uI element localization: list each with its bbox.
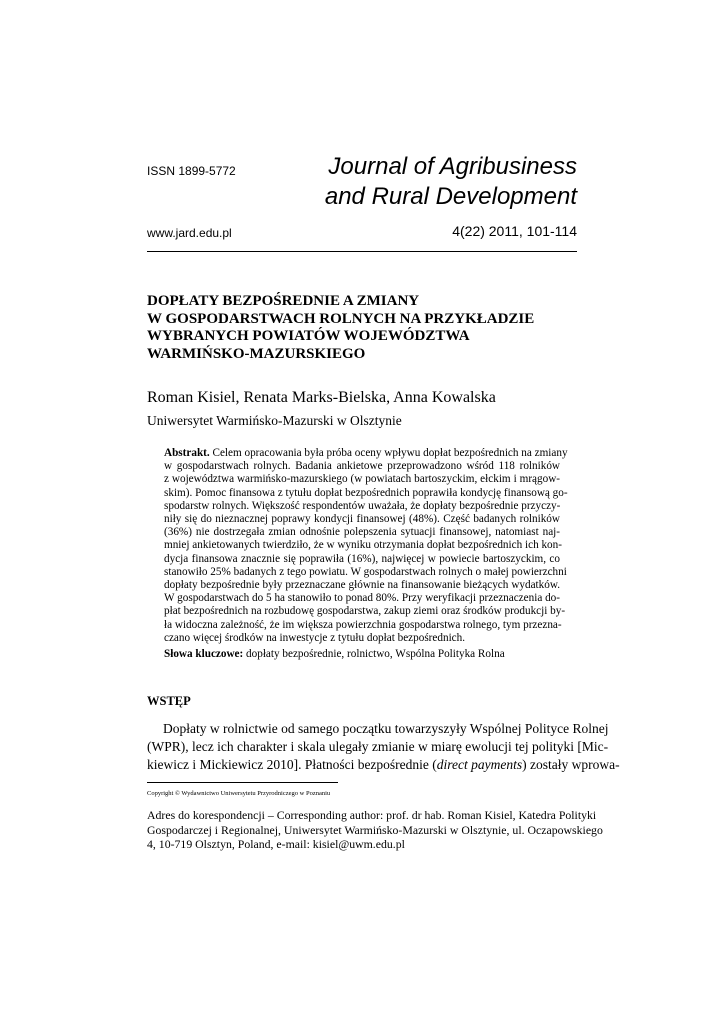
abstract-label: Abstrakt. bbox=[164, 447, 210, 459]
abstract-line: z województwa warmińsko-mazurskiego (w powiatach bartoszyckim, ełckim i mrągow- bbox=[164, 473, 560, 486]
copyright-notice: Copyright © Wydawnictwo Uniwersytetu Przyrodniczego w Poznaniu bbox=[147, 790, 331, 797]
abstract bbox=[164, 447, 568, 645]
abstract-line: w gospodarstwach rolnych. Badania ankietowe przeprowadzono wśród 118 rolników bbox=[164, 460, 560, 473]
abstract-line: dycja finansowa znacznie się poprawiła (16%), najwięcej w powiecie bartoszyckim, co bbox=[164, 552, 560, 565]
abstract-line: skim). Pomoc finansowa z tytułu dopłat bezpośrednich poprawiła kondycję finansową go- bbox=[164, 486, 568, 499]
abstract-line: W gospodarstwach do 5 ha stanowiło to ponad 80%. Przy weryfikacji przeznaczenia do- bbox=[164, 592, 560, 605]
abstract-text: Celem opracowania była próba oceny wpływu dopłat bezpośrednich na zmiany bbox=[209, 447, 568, 459]
title-line: W GOSPODARSTWACH ROLNYCH NA PRZYKŁADZIE bbox=[147, 310, 535, 327]
abstract-line: niły się do nieznacznej poprawy kondycji finansowej (48%). Część badanych rolników bbox=[164, 513, 560, 526]
body-text-span: kiewicz i Mickiewicz 2010]. Płatności bezpośrednie ( bbox=[147, 757, 437, 772]
body-text bbox=[147, 720, 620, 774]
journal-title-line-1: Journal of Agribusiness bbox=[328, 153, 577, 180]
keywords bbox=[164, 648, 505, 660]
journal-title-line-2: and Rural Development bbox=[324, 183, 577, 210]
correspondence-note bbox=[147, 808, 603, 852]
journal-title bbox=[325, 152, 577, 212]
article-title bbox=[147, 293, 587, 363]
title-line: DOPŁATY BEZPOŚREDNIE A ZMIANY bbox=[147, 293, 420, 309]
keywords-text: dopłaty bezpośrednie, rolnictwo, Wspólna Polityka Rolna bbox=[243, 648, 505, 660]
keywords-label: Słowa kluczowe: bbox=[164, 648, 244, 660]
abstract-line: mniej ankietowanych twierdziło, że w wyniku otrzymania dopłat bezpośrednich ich kon- bbox=[164, 539, 562, 552]
section-heading: WSTĘP bbox=[147, 694, 191, 708]
abstract-line: ła widoczna zależność, że im większa powierzchnia gospodarstwa rolnego, tym przezna- bbox=[164, 618, 562, 631]
body-line: (WPR), lecz ich charakter i skala ulegały zmianie w miarę ewolucji tej polityki [Mic- bbox=[147, 739, 609, 754]
journal-url: www.jard.edu.pl bbox=[147, 226, 232, 240]
abstract-line: (36%) nie dostrzegała zmian odnośnie polepszenia sytuacji finansowej, natomiast naj- bbox=[164, 526, 560, 539]
issue-pages: 4(22) 2011, 101-114 bbox=[452, 223, 577, 239]
affiliation: Uniwersytet Warmińsko-Mazurski w Olsztynie bbox=[147, 413, 402, 428]
correspondence-line: Adres do korespondencji – Corresponding author: prof. dr hab. Roman Kisiel, Katedra Polityki bbox=[147, 808, 597, 822]
abstract-line: czano więcej środków na inwestycje z tytułu dopłat bezpośrednich. bbox=[164, 631, 466, 644]
abstract-line bbox=[164, 447, 568, 460]
authors: Roman Kisiel, Renata Marks-Bielska, Anna Kowalska bbox=[147, 389, 496, 406]
title-line: WARMIŃSKO-MAZURSKIEGO bbox=[147, 345, 366, 362]
body-line: Dopłaty w rolnictwie od samego początku towarzyszyły Wspólnej Polityce Rolnej bbox=[163, 721, 609, 736]
footnote-rule bbox=[147, 782, 338, 783]
header-rule bbox=[147, 251, 577, 252]
issn: ISSN 1899-5772 bbox=[147, 164, 236, 178]
abstract-line: dopłaty bezpośrednie były przeznaczane głównie na finansowanie bieżących wydatków. bbox=[164, 579, 560, 592]
title-line: WYBRANYCH POWIATÓW WOJEWÓDZTWA bbox=[147, 328, 470, 344]
body-text-span: ) zostały wprowa- bbox=[522, 757, 620, 772]
correspondence-line: Gospodarczej i Regionalnej, Uniwersytet Warmińsko-Mazurski w Olsztynie, ul. Oczapowskiego bbox=[147, 822, 603, 837]
body-italic-term: direct payments bbox=[436, 757, 523, 772]
abstract-line: spodarstw rolnych. Większość respondentów uważała, że dopłaty bezpośrednie przyczy- bbox=[164, 499, 561, 512]
body-line bbox=[147, 756, 620, 774]
abstract-line: stanowiło 25% badanych z tego powiatu. W gospodarstwach rolnych o małej powierzchni bbox=[164, 565, 567, 578]
abstract-line: płat bezpośrednich na rozbudowę gospodarstwa, zakup ziemi oraz środków produkcji by- bbox=[164, 605, 566, 618]
correspondence-line: 4, 10-719 Olsztyn, Poland, e-mail: kisiel@uwm.edu.pl bbox=[147, 837, 405, 851]
